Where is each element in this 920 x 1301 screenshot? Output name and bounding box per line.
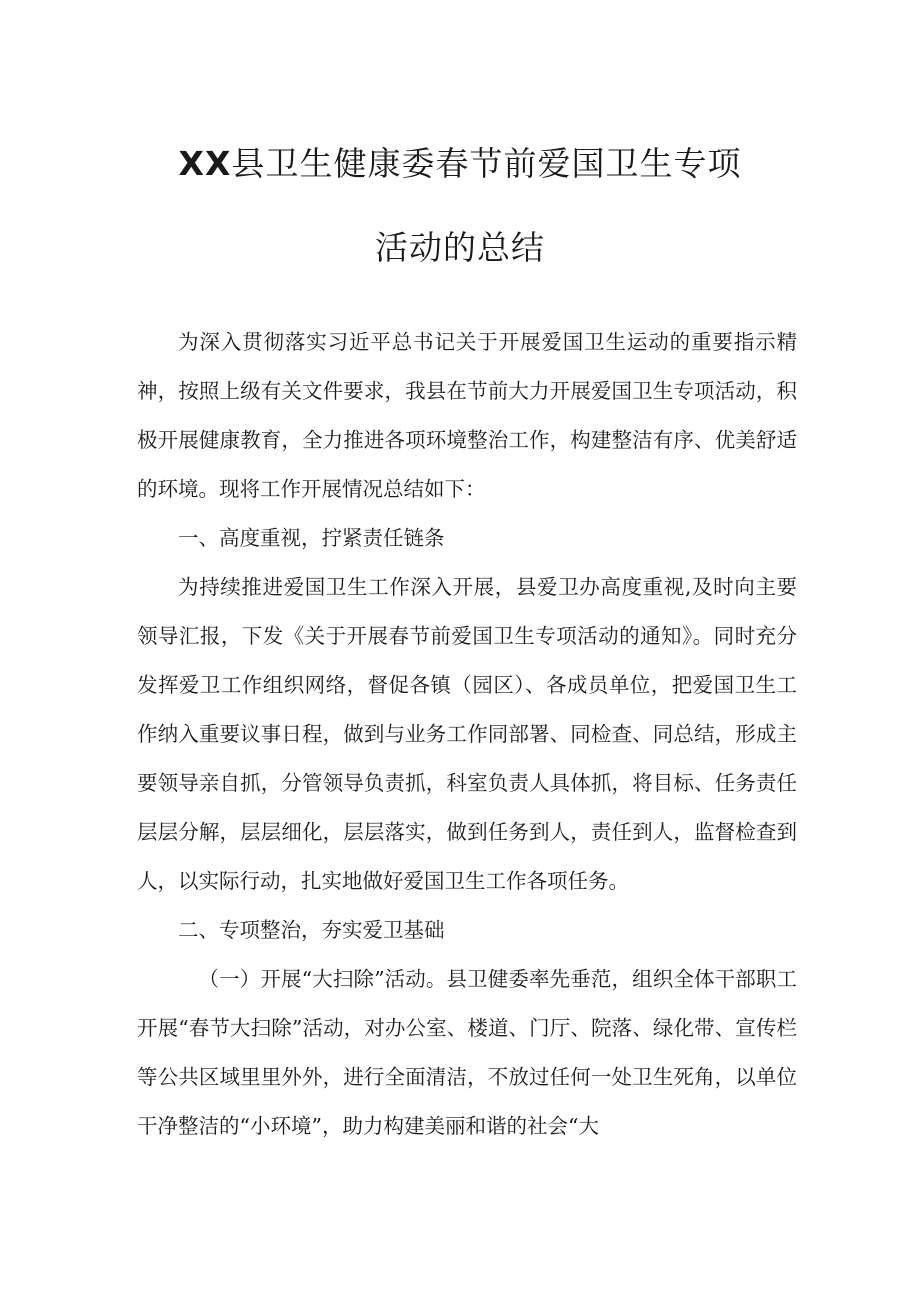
intro-paragraph: 为深入贯彻落实习近平总书记关于开展爱国卫生运动的重要指示精神，按照上级有关文件要求，我县在节前大力开展爱国卫生专项活动，积极开展健康教育，全力推进各项环境整治工作，构建整洁有序、优美舒适的环境。现将工作开展情况总结如下： xyxy=(137,330,797,501)
document-title-line-2: 活动的总结 xyxy=(375,228,545,267)
document-title-line-1 xyxy=(0,142,920,186)
section-1-paragraph: 为持续推进爱国卫生工作深入开展，县爱卫办高度重视,及时向主要领导汇报，下发《关于开展春节前爱国卫生专项活动的通知》。同时充分发挥爱卫工作组织网络，督促各镇（园区）、各成员单位，把爱国卫生工作纳入重要议事日程，做到与业务工作同部署、同检查、同总结，形成主要领导亲自抓，分管领导负责抓，科室负责人具体抓，将目标、任务责任层层分解，层层细化，层层落实，做到任务到人，责任到人，监督检查到人，以实际行动，扎实地做好爱国卫生工作各项任务。 xyxy=(137,575,797,893)
section-2-heading: 二、专项整治，夯实爱卫基础 xyxy=(178,918,445,942)
title-prefix: XX xyxy=(178,144,232,183)
section-1-heading: 一、高度重视，拧紧责任链条 xyxy=(178,526,445,550)
section-2-subsection-1: （一）开展“大扫除”活动。县卫健委率先垂范，组织全体干部职工开展“春节大扫除”活动，对办公室、楼道、门厅、院落、绿化带、宣传栏等公共区域里里外外，进行全面清洁，不放过任何一处卫生死角，以单位干净整洁的“小环境”，助力构建美丽和谐的社会“大 xyxy=(137,967,797,1138)
document-body xyxy=(137,318,797,1151)
title-text: 县卫生健康委春节前爱国卫生专项 xyxy=(231,144,742,183)
